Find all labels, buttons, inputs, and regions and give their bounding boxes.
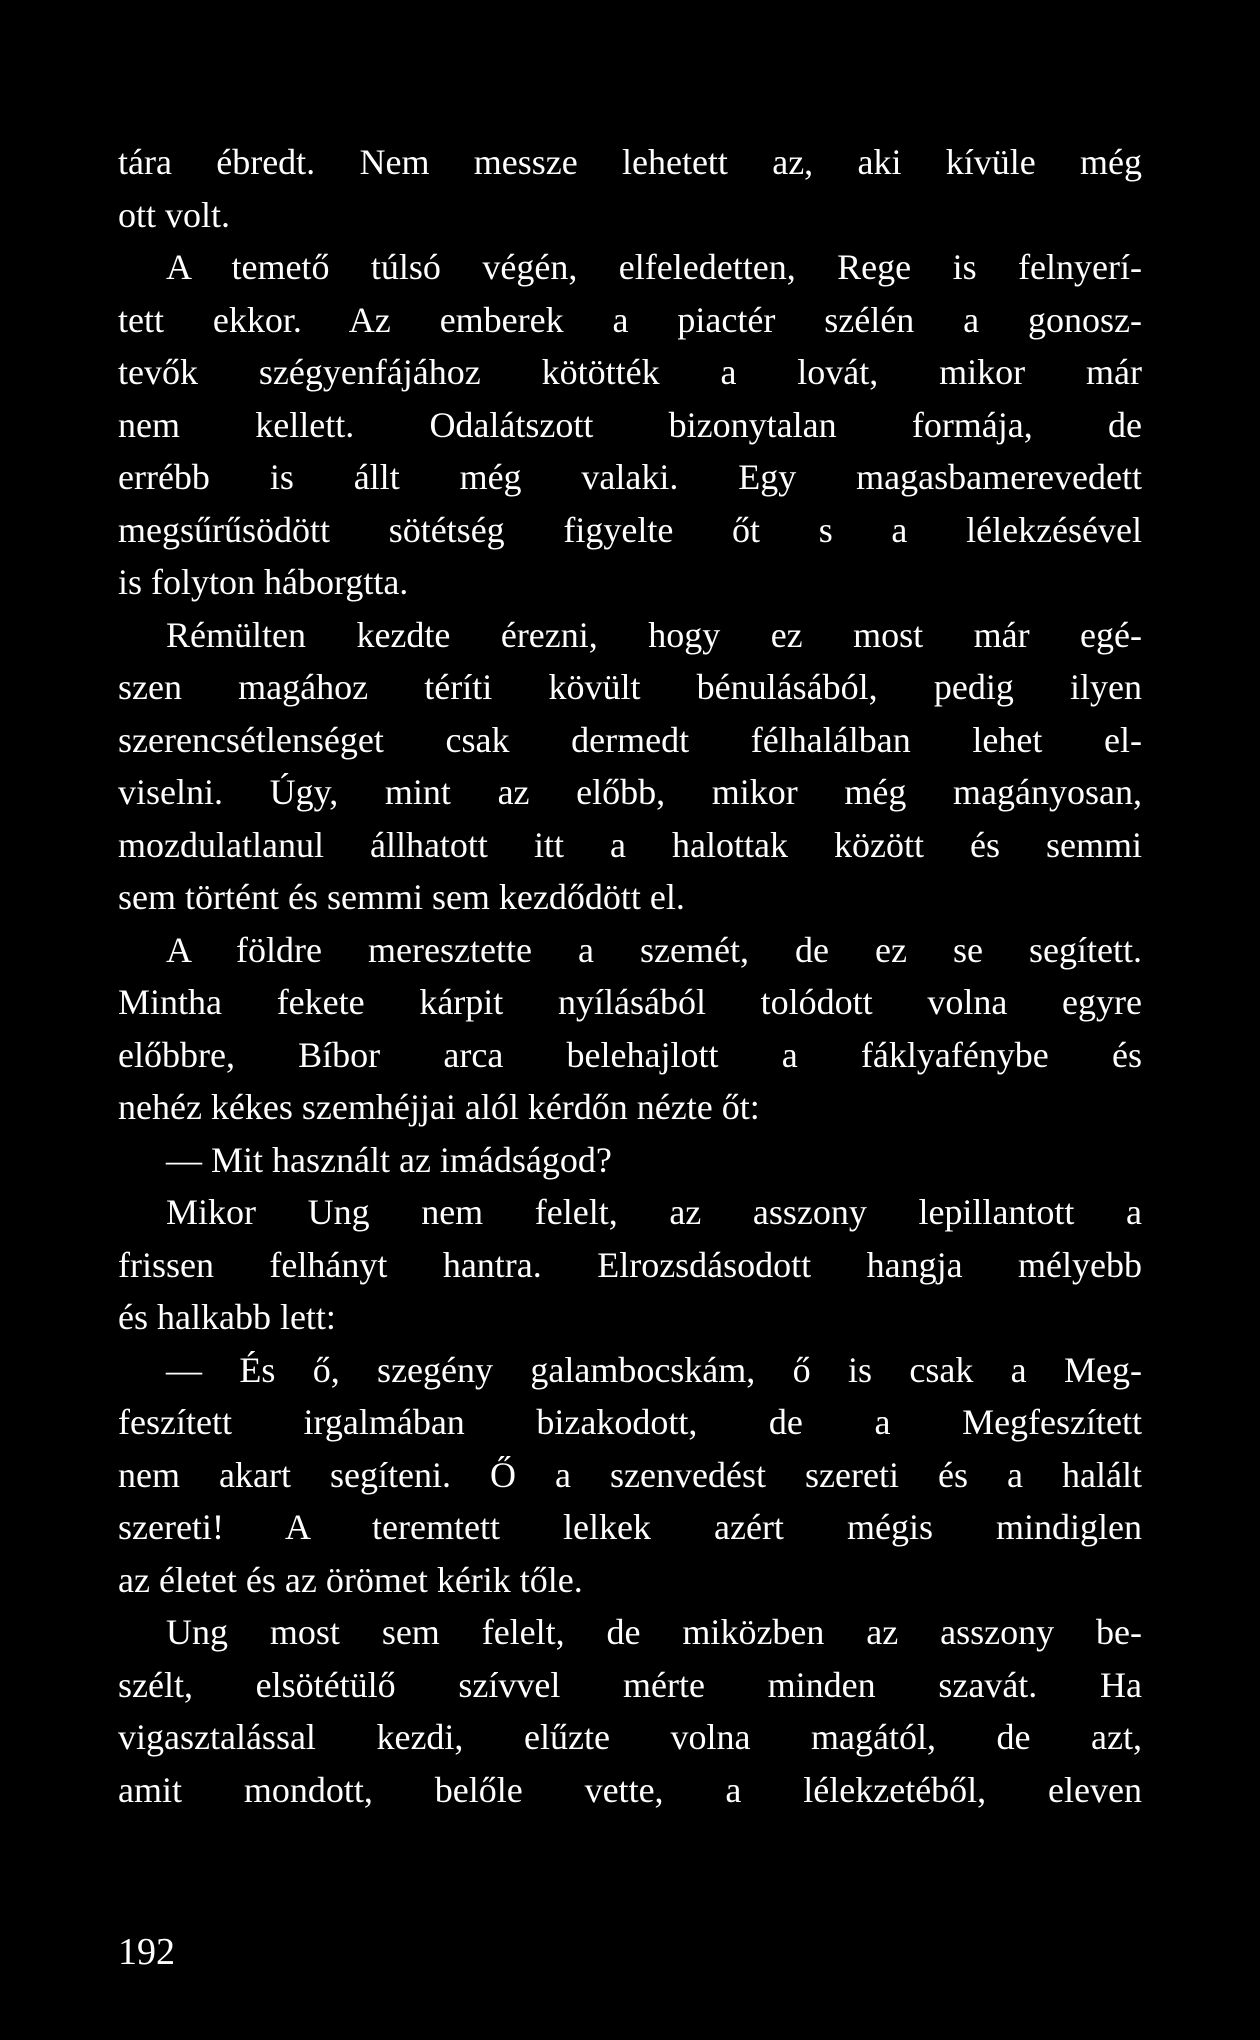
text-line: nem akart segíteni. Ő a szenvedést szereti és a halált bbox=[118, 1454, 1142, 1495]
text-line: szélt, elsötétülő szívvel mérte minden szavát. Ha bbox=[118, 1664, 1142, 1705]
text-line: Ung most sem felelt, de miközben az asszony be- bbox=[166, 1612, 1142, 1652]
text-line: és halkabb lett: bbox=[118, 1297, 336, 1337]
text-line: ott volt. bbox=[118, 194, 231, 235]
text-line: A földre meresztette a szemét, de ez se segített. bbox=[166, 929, 1142, 970]
text-line: Mikor Ung nem felelt, az asszony lepillantott a bbox=[166, 1192, 1142, 1232]
text-line: nem kellett. Odalátszott bizonytalan formája, de bbox=[118, 404, 1142, 445]
text-line: tevők szégyenfájához kötötték a lovát, mikor már bbox=[118, 352, 1142, 392]
text-line: frissen felhányt hantra. Elrozsdásodott hangja mélyebb bbox=[118, 1244, 1142, 1285]
page-number: 192 bbox=[118, 1931, 175, 1973]
text-line: — És ő, szegény galambocskám, ő is csak a Meg- bbox=[166, 1349, 1142, 1390]
text-line: tára ébredt. Nem messze lehetett az, aki kívüle még bbox=[118, 142, 1142, 182]
body-text bbox=[118, 136, 1142, 1816]
text-line: szerencsétlenséget csak dermedt félhalálban lehet el- bbox=[118, 719, 1142, 760]
text-line: Mintha fekete kárpit nyílásából tolódott volna egyre bbox=[118, 982, 1142, 1022]
text-line: nehéz kékes szemhéjjai alól kérdőn nézte őt: bbox=[118, 1087, 760, 1127]
text-line: A temető túlsó végén, elfeledetten, Rege is felnyerí- bbox=[166, 247, 1142, 287]
text-line: Rémülten kezdte érezni, hogy ez most már egé- bbox=[166, 614, 1142, 655]
text-line: is folyton háborgtta. bbox=[118, 562, 409, 602]
text-line: az életet és az örömet kérik tőle. bbox=[118, 1559, 583, 1600]
text-line: sem történt és semmi sem kezdődött el. bbox=[118, 877, 685, 917]
text-line: amit mondott, belőle vette, a lélekzetéből, eleven bbox=[118, 1769, 1142, 1810]
text-line: errébb is állt még valaki. Egy magasbamerevedett bbox=[118, 457, 1142, 497]
text-line: viselni. Úgy, mint az előbb, mikor még magányosan, bbox=[118, 772, 1142, 812]
text-line: — Mit használt az imádságod? bbox=[166, 1139, 612, 1180]
text-line: előbbre, Bíbor arca belehajlott a fáklyafénybe és bbox=[118, 1034, 1142, 1075]
text-line: feszített irgalmában bizakodott, de a Megfeszített bbox=[118, 1402, 1142, 1442]
text-line: tett ekkor. Az emberek a piactér szélén a gonosz- bbox=[118, 299, 1142, 340]
text-line: szen magához téríti kövült bénulásából, pedig ilyen bbox=[118, 667, 1142, 707]
text-line: megsűrűsödött sötétség figyelte őt s a lélekzésével bbox=[118, 509, 1142, 550]
text-line: vigasztalással kezdi, elűzte volna magától, de azt, bbox=[118, 1717, 1142, 1757]
text-line: szereti! A teremtett lelkek azért mégis mindiglen bbox=[118, 1507, 1142, 1547]
text-line: mozdulatlanul állhatott itt a halottak között és semmi bbox=[118, 824, 1142, 865]
